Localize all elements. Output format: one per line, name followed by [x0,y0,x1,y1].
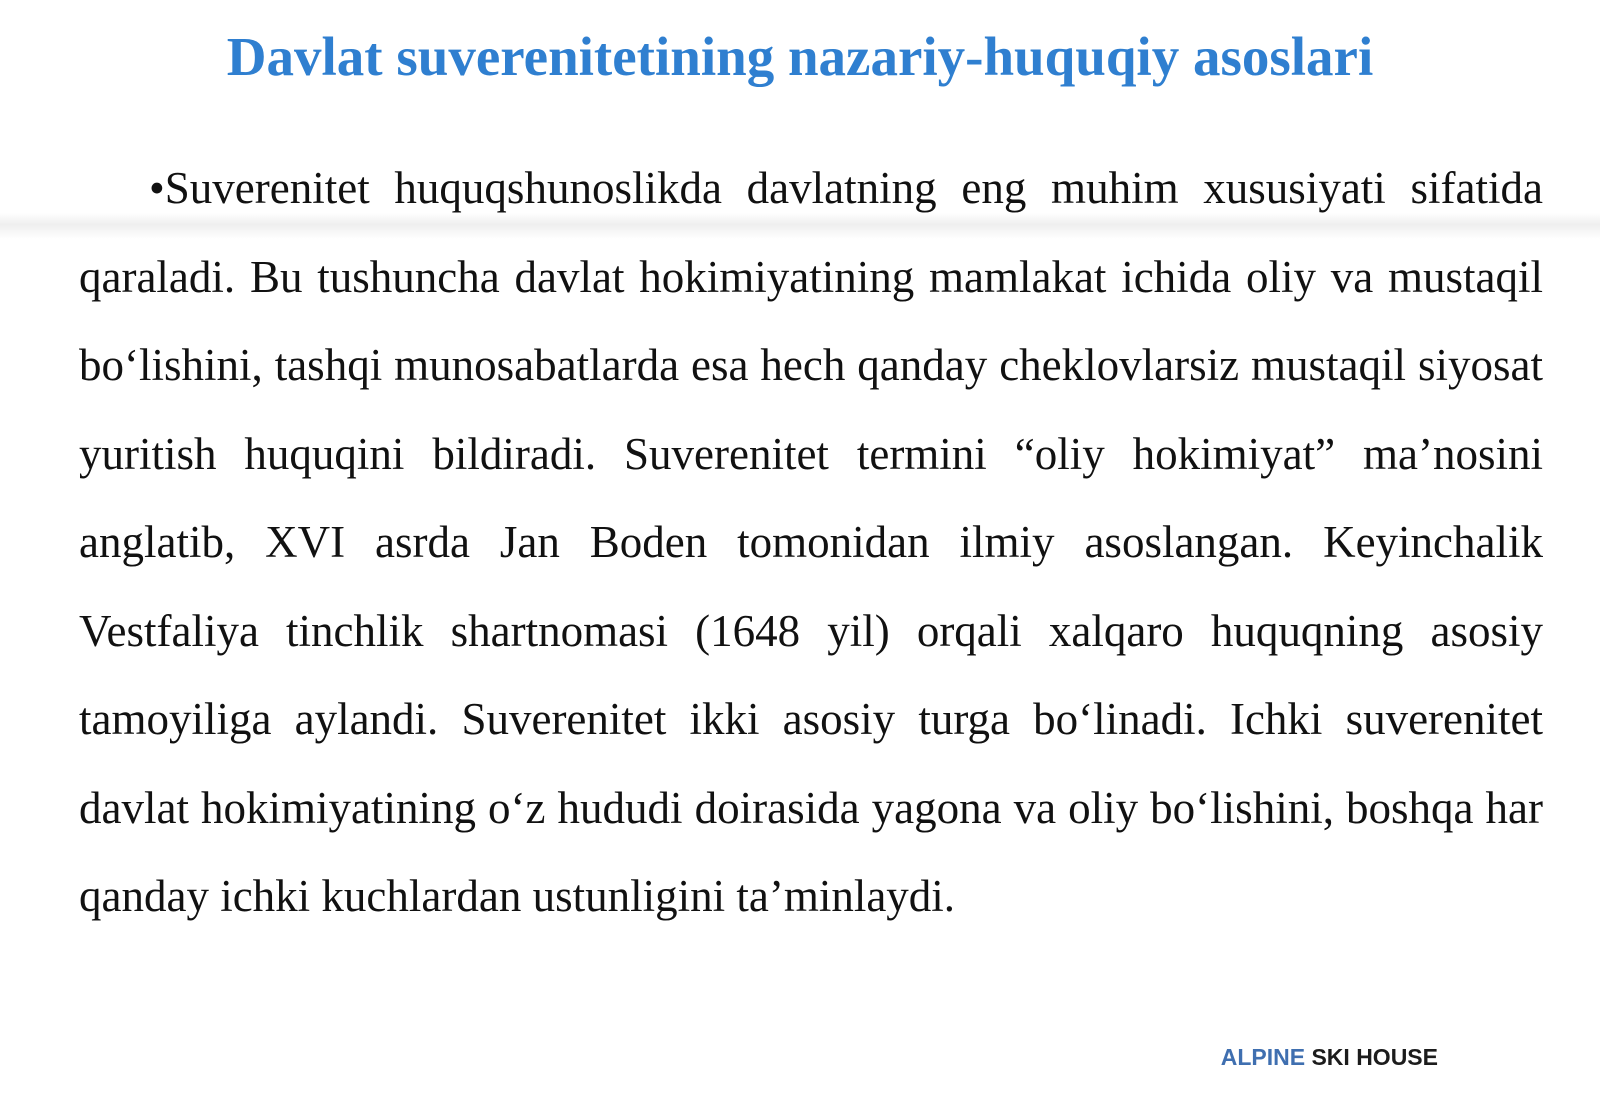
paragraph-text: Suverenitet huquqshunoslikda davlatning eng muhim xususiyati sifatida qaraladi. Bu tushuncha davlat hokimiyatining mamlakat ichida oliy va mustaqil bo‘lishini, tashqi munosabatlarda esa hech qanday cheklovlarsiz mustaqil siyosat yuritish huquqini bildiradi. Suverenitet termini “oliy hokimiyat” ma’nosini anglatib, XVI asrda Jan Boden tomonidan ilmiy asoslangan. Keyinchalik Vestfaliya tinchlik shartnomasi (1648 yil) orqali xalqaro huquqning asosiy tamoyiliga aylandi. Suverenitet ikki asosiy turga bo‘linadi. Ichki suverenitet davlat hokimiyatining o‘z hududi doirasida yagona va oliy bo‘lishini, boshqa har qanday ichki kuchlardan ustunligini ta’minlaydi. [79,163,1543,921]
slide-title: Davlat suverenitetining nazariy-huquqiy asoslari [226,26,1374,87]
body-paragraph [79,144,1543,941]
brand-logo-part-2: SKI HOUSE [1311,1044,1438,1070]
brand-logo-part-1: ALPINE [1220,1044,1306,1070]
bullet-icon: • [149,163,165,213]
brand-logo [1221,1043,1438,1071]
